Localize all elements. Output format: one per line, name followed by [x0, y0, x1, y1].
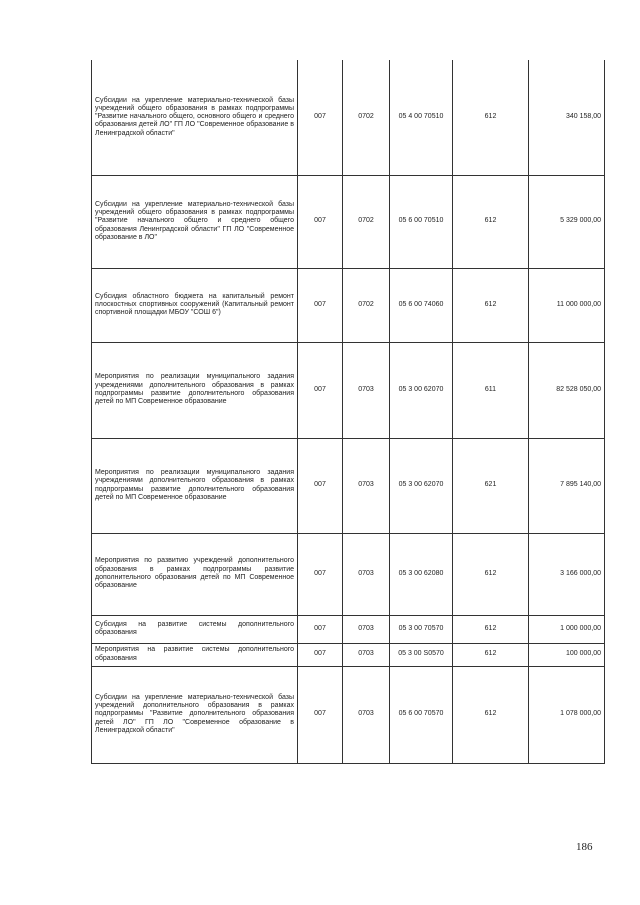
- row-admin-code: 007: [298, 438, 343, 533]
- row-amount: 11 000 000,00: [529, 268, 605, 342]
- row-description: Субсидия на развитие системы дополнительного образования: [92, 615, 298, 643]
- row-description: Мероприятия по реализации муниципального задания учреждениями дополнительного образования в рамках подпрограммы развитие дополнительного образования детей по МП Современное образование: [92, 438, 298, 533]
- row-description: Субсидии на укрепление материально-технической базы учреждений общего образования в рамках подпрограммы "Развитие начального общего и среднего общего образования Ленинградской области" ГП ЛО "Современное образование в ЛО": [92, 175, 298, 268]
- row-section-code: 0702: [343, 60, 390, 175]
- budget-table: [91, 60, 605, 764]
- row-expense-type: 612: [453, 60, 529, 175]
- row-description: Мероприятия по реализации муниципального задания учреждениями дополнительного образования в рамках подпрограммы развитие дополнительного образования детей по МП Современное образование: [92, 342, 298, 438]
- row-admin-code: 007: [298, 666, 343, 763]
- row-expense-type: 612: [453, 615, 529, 643]
- row-expense-type: 611: [453, 342, 529, 438]
- row-expense-type: 612: [453, 268, 529, 342]
- row-section-code: 0703: [343, 643, 390, 666]
- row-section-code: 0702: [343, 175, 390, 268]
- row-admin-code: 007: [298, 60, 343, 175]
- row-expense-type: 612: [453, 533, 529, 615]
- row-section-code: 0703: [343, 615, 390, 643]
- row-description: Субсидии на укрепление материально-технической базы учреждений общего образования в рамках подпрограммы "Развитие начального общего, основного общего и среднего образования детей ЛО" ГП ЛО "Современное образование в Ленинградской области": [92, 60, 298, 175]
- table-row: [92, 643, 605, 666]
- table-row: [92, 268, 605, 342]
- row-expense-type: 612: [453, 666, 529, 763]
- row-expense-type: 621: [453, 438, 529, 533]
- row-target-code: 05 3 00 70570: [390, 615, 453, 643]
- row-target-code: 05 3 00 62070: [390, 438, 453, 533]
- row-admin-code: 007: [298, 643, 343, 666]
- row-expense-type: 612: [453, 175, 529, 268]
- row-description: Мероприятия по развитию учреждений дополнительного образования в рамках подпрограммы развитие дополнительного образования детей по МП Современное образование: [92, 533, 298, 615]
- row-amount: 1 000 000,00: [529, 615, 605, 643]
- row-amount: 100 000,00: [529, 643, 605, 666]
- row-admin-code: 007: [298, 342, 343, 438]
- row-target-code: 05 3 00 62080: [390, 533, 453, 615]
- table-row: [92, 60, 605, 175]
- row-amount: 340 158,00: [529, 60, 605, 175]
- table-row: [92, 175, 605, 268]
- row-amount: 1 078 000,00: [529, 666, 605, 763]
- table-row: [92, 533, 605, 615]
- row-amount: 3 166 000,00: [529, 533, 605, 615]
- row-section-code: 0703: [343, 438, 390, 533]
- table-row: [92, 342, 605, 438]
- row-target-code: 05 6 00 74060: [390, 268, 453, 342]
- row-target-code: 05 4 00 70510: [390, 60, 453, 175]
- row-target-code: 05 6 00 70510: [390, 175, 453, 268]
- row-amount: 82 528 050,00: [529, 342, 605, 438]
- row-expense-type: 612: [453, 643, 529, 666]
- row-description: Субсидии на укрепление материально-технической базы учреждений дополнительного образования в рамках подпрограммы "Развитие дополнительного образования детей ЛО" ГП ЛО "Современное образование в Ленинградской области": [92, 666, 298, 763]
- row-amount: 5 329 000,00: [529, 175, 605, 268]
- row-amount: 7 895 140,00: [529, 438, 605, 533]
- row-target-code: 05 6 00 70570: [390, 666, 453, 763]
- table-row: [92, 438, 605, 533]
- row-admin-code: 007: [298, 615, 343, 643]
- row-admin-code: 007: [298, 175, 343, 268]
- row-admin-code: 007: [298, 268, 343, 342]
- row-section-code: 0702: [343, 268, 390, 342]
- row-admin-code: 007: [298, 533, 343, 615]
- table-row: [92, 615, 605, 643]
- page-number: 186: [576, 841, 593, 853]
- table-row: [92, 666, 605, 763]
- row-section-code: 0703: [343, 342, 390, 438]
- row-target-code: 05 3 00 S0570: [390, 643, 453, 666]
- row-section-code: 0703: [343, 533, 390, 615]
- row-section-code: 0703: [343, 666, 390, 763]
- row-target-code: 05 3 00 62070: [390, 342, 453, 438]
- row-description: Мероприятия на развитие системы дополнительного образования: [92, 643, 298, 666]
- row-description: Субсидия областного бюджета на капитальный ремонт плоскостных спортивных сооружений (Капитальный ремонт спортивной площадки МБОУ "СОШ 6"): [92, 268, 298, 342]
